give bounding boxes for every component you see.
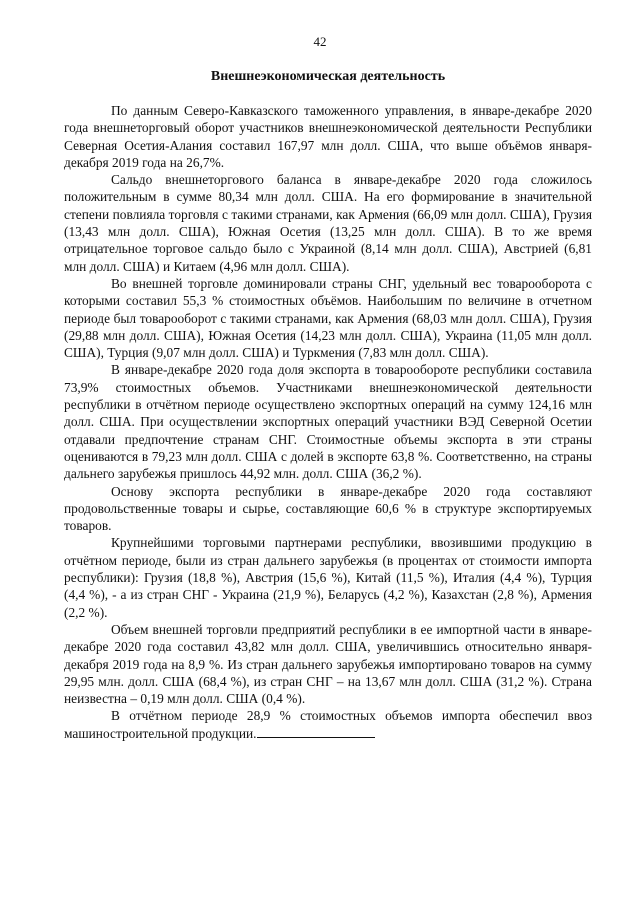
underline-rule (257, 736, 375, 738)
paragraph-import-volume: Объем внешней торговли предприятий республики в ее импортной части в январе-декабре 2020 года составил 43,82 млн долл. США, увеличившись относительно января-декабря 2019 года на 8,9 %. Из стран дальнего зарубежья импортировано товаров на сумму 29,95 млн. долл. США (68,4 %), из стран СНГ – на 13,67 млн долл. США (31,2 %). Страна неизвестна – 0,19 млн долл. США (0,4 %). (64, 621, 592, 707)
paragraph-import-partners: Крупнейшими торговыми партнерами республики, ввозившими продукцию в отчётном периоде, были из стран дальнего зарубежья (в процентах от стоимости импорта республики): Грузия (18,8 %), Австрия (15,6 %), Китай (11,5 %), Италия (4,4 %), Турция (4,4 %), - а из стран СНГ - Украина (21,9 %), Беларусь (4,2 %), Казахстан (2,8 %), Армения (2,2 %). (64, 535, 592, 620)
page-number: 42 (313, 34, 327, 49)
paragraph-trade-balance: Сальдо внешнеторгового баланса в январе-декабре 2020 года сложилось положительным в сумме 80,34 млн долл. США. На его формирование в значительной степени повлияла торговля с такими странами, как Армения (66,09 млн долл. США), Грузия (13,43 млн долл. США), Южная Осетия (13,25 млн долл. США). В то же время отрицательное торговое сальдо было с Украиной (8,14 млн долл. США), Австрией (6,81 млн долл. США) и Китаем (4,96 млн долл. США). (64, 172, 592, 274)
paragraph-cis-trade: Во внешней торговле доминировали страны СНГ, удельный вес товарооборота с которыми составил 55,3 % стоимостных объёмов. Наибольшим по величине в отчетном периоде был товарооборот с такими странами, как Армения (68,03 млн долл. США), Грузия (29,88 млн долл. США), Южная Осетия (14,23 млн долл. США), Украина (11,05 млн долл. США), Турция (9,07 млн долл. США) и Туркмения (7,83 млн долл. США). (64, 275, 592, 361)
machinery-imports-text: В отчётном периоде 28,9 % стоимостных объемов импорта обеспечил ввоз машиностроительной продукции. (64, 708, 592, 741)
paragraph-trade-turnover: По данным Северо-Кавказского таможенного управления, в январе-декабре 2020 года внешнеторговый оборот участников внешнеэкономической деятельности Республики Северная Осетия-Алания составил 167,97 млн долл. США, что выше объёмов января-декабря 2019 года на 26,7%. (64, 103, 592, 170)
section-title: Внешнеэкономическая деятельность (210, 69, 446, 84)
paragraph-machinery-imports (64, 707, 592, 742)
paragraph-export-share: В январе-декабре 2020 года доля экспорта в товарообороте республики составила 73,9% стоимостных объемов. Участниками внешнеэкономической деятельности республики в отчётном периоде осуществлено экспортных операций на сумму 124,16 млн долл. США. При осуществлении экспортных операций участники ВЭД Северной Осетии отдавали предпочтение странам СНГ. Стоимостные объемы экспорта в эти страны оцениваются в 79,23 млн долл. США с долей в экспорте 63,8 %. Соответственно, на страны дальнего зарубежья пришлось 44,92 млн. долл. США (36,2 %). (64, 362, 592, 482)
paragraph-export-structure: Основу экспорта республики в январе-декабре 2020 года составляют продовольственные товары и сырье, составляющие 60,6 % в структуре экспортируемых товаров. (64, 483, 592, 534)
document-body (64, 102, 592, 742)
